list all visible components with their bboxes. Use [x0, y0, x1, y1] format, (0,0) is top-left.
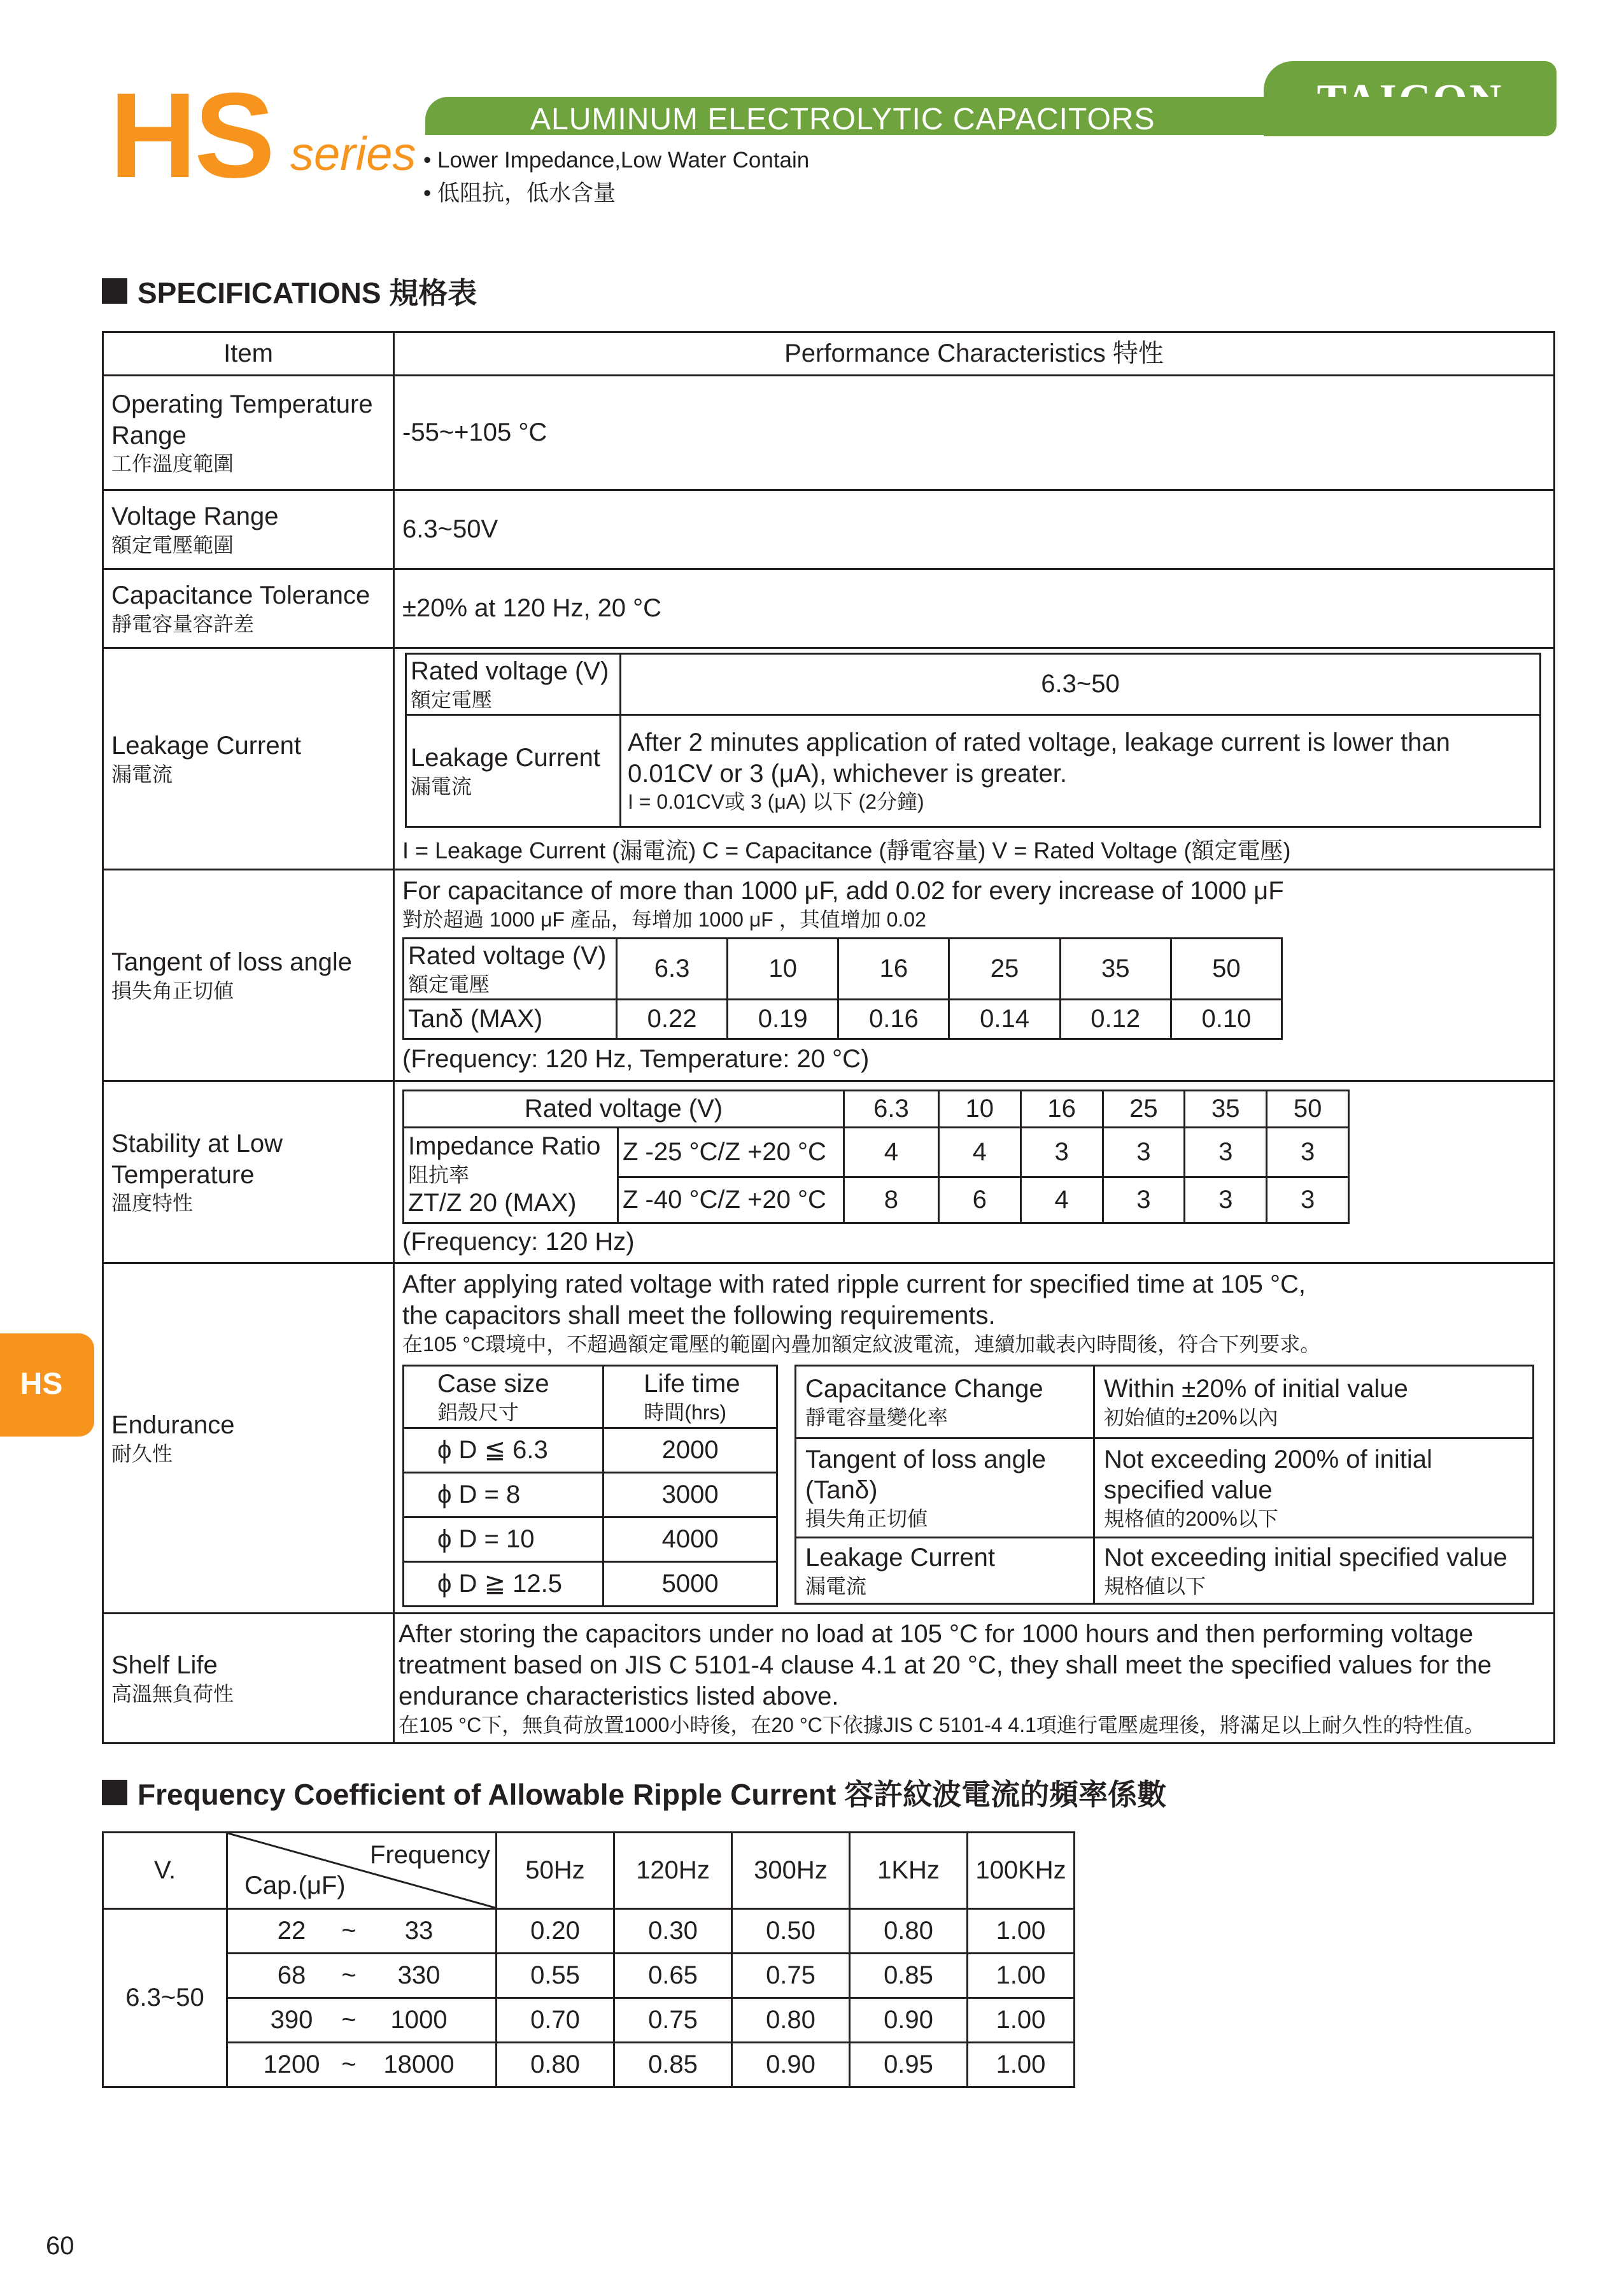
case-size-label: Case size [437, 1369, 549, 1398]
coef-value: 0.65 [614, 1954, 732, 1998]
stability-voltage: 16 [1020, 1090, 1103, 1127]
shelf-label: Shelf Life [111, 1651, 218, 1680]
stability-value: 3 [1103, 1177, 1185, 1223]
tangent-voltage: 16 [838, 939, 949, 1000]
case-size: ϕ D = 10 [404, 1517, 604, 1561]
series-side-tab [0, 1333, 94, 1437]
page-number: 60 [46, 2232, 74, 2260]
req-spec: Not exceeding initial specified value [1104, 1543, 1507, 1572]
req-spec: Not exceeding 200% of initial specified value [1104, 1445, 1432, 1505]
tangent-intro-zh: 對於超過 1000 μF 產品，每增加 1000 μF ，其值增加 0.02 [402, 908, 926, 931]
endurance-req-table [794, 1365, 1534, 1605]
life-time: 3000 [604, 1472, 777, 1517]
req-item: Capacitance Change [805, 1374, 1043, 1403]
stability-label-zh: 溫度特性 [111, 1191, 194, 1215]
freq-label: Frequency [370, 1841, 490, 1869]
freq-v-header: V. [103, 1833, 227, 1909]
tan-value: 0.19 [728, 1000, 838, 1039]
cap-range: 1200 ~ 18000 [227, 2043, 497, 2087]
op-temp-label: Operating Temperature Range [111, 390, 373, 450]
cap-range: 22 ~ 33 [227, 1909, 497, 1954]
row-shelf-life [103, 1614, 1555, 1743]
series-word: series [290, 127, 416, 180]
stability-value: 3 [1020, 1127, 1103, 1177]
stability-freq-note: (Frequency: 120 Hz) [402, 1227, 635, 1256]
freq-header: 50Hz [497, 1833, 614, 1909]
zt-label: ZT/Z 20 (MAX) [408, 1189, 577, 1218]
freq-header: 300Hz [732, 1833, 850, 1909]
life-time: 4000 [604, 1517, 777, 1561]
tan-value: 0.22 [617, 1000, 728, 1039]
tangent-subtable [402, 937, 1283, 1040]
case-size-label-zh: 鋁殼尺寸 [437, 1400, 519, 1424]
endurance-intro-zh: 在105 °C環境中，不超過額定電壓的範圍內疊加額定紋波電流，連續加載表內時間後，符合下列要求。 [402, 1332, 1321, 1356]
imp-ratio-label-zh: 阻抗率 [408, 1163, 470, 1187]
coef-value: 0.80 [732, 1998, 850, 2043]
stability-value: 4 [1020, 1177, 1103, 1223]
voltage-value: 6.3~50V [394, 490, 1555, 569]
tangent-rv-label-zh: 額定電壓 [408, 972, 490, 996]
tangent-label: Tangent of loss angle [111, 948, 353, 977]
coef-value: 0.90 [850, 1998, 968, 2043]
shelf-text: After storing the capacitors under no load at 105 °C for 1000 hours and then performing voltage treatment based on JIS C 5101-4 clause 4.1 at 20 °C, they shall meet the specified values for the endurance characteristics listed above. [399, 1620, 1492, 1710]
tangent-label-zh: 損失角正切値 [111, 979, 234, 1002]
tangent-voltage: 25 [949, 939, 1060, 1000]
coef-value: 0.85 [850, 1954, 968, 1998]
stability-value: 4 [938, 1127, 1020, 1177]
tangent-intro: For capacitance of more than 1000 μF, add 0.02 for every increase of 1000 μF [402, 877, 1284, 905]
leakage-lc-text-zh: I = 0.01CV或 3 (μA) 以下 (2分鐘) [628, 790, 924, 814]
tan-max-label: Tanδ (MAX) [404, 1000, 617, 1039]
req-spec-zh: 規格値以下 [1104, 1574, 1206, 1598]
req-item-zh: 靜電容量變化率 [805, 1405, 949, 1429]
stability-voltage: 10 [938, 1090, 1020, 1127]
tan-value: 0.16 [838, 1000, 949, 1039]
stability-cond: Z -40 °C/Z +20 °C [618, 1177, 844, 1223]
req-item-zh: 損失角正切値 [805, 1507, 928, 1531]
tangent-freq-note: (Frequency: 120 Hz, Temperature: 20 °C) [402, 1045, 870, 1073]
coef-value: 1.00 [968, 1998, 1075, 2043]
freq-header: 1KHz [850, 1833, 968, 1909]
stability-value: 3 [1185, 1127, 1267, 1177]
stability-label: Stability at Low Temperature [111, 1129, 283, 1189]
leakage-subtable [405, 653, 1541, 828]
coef-value: 0.80 [850, 1909, 968, 1954]
stability-voltage: 6.3 [844, 1090, 939, 1127]
specifications-table [102, 331, 1555, 1744]
life-time: 2000 [604, 1428, 777, 1472]
life-time: 5000 [604, 1561, 777, 1606]
req-spec: Within ±20% of initial value [1104, 1374, 1408, 1403]
case-size: ϕ D ≦ 6.3 [404, 1428, 604, 1472]
tangent-voltage: 10 [728, 939, 838, 1000]
cap-tol-label: Capacitance Tolerance [111, 581, 371, 610]
req-item: Tangent of loss angle (Tanδ) [805, 1445, 1047, 1505]
tangent-voltage: 6.3 [617, 939, 728, 1000]
req-item: Leakage Current [805, 1543, 995, 1572]
tangent-voltage: 35 [1060, 939, 1171, 1000]
leakage-rv-value: 6.3~50 [621, 654, 1541, 715]
stability-voltage: 50 [1267, 1090, 1349, 1127]
category-banner [425, 97, 1523, 135]
coef-value: 0.75 [732, 1954, 850, 1998]
row-operating-temperature [103, 376, 1555, 490]
feature-line-en: • Lower Impedance,Low Water Contain [423, 148, 810, 173]
coef-value: 0.95 [850, 2043, 968, 2087]
tan-value: 0.14 [949, 1000, 1060, 1039]
tangent-voltage: 50 [1171, 939, 1282, 1000]
voltage-label: Voltage Range [111, 502, 279, 531]
stability-voltage: 35 [1185, 1090, 1267, 1127]
square-bullet-icon [102, 1780, 127, 1805]
leakage-lc-text: After 2 minutes application of rated voltage, leakage current is lower than 0.01CV or 3 (μA), whichever is greater. [628, 728, 1450, 788]
stability-value: 3 [1267, 1127, 1349, 1177]
endurance-intro-2: the capacitors shall meet the following requirements. [402, 1302, 996, 1330]
stability-value: 3 [1103, 1127, 1185, 1177]
stability-value: 6 [938, 1177, 1020, 1223]
endurance-label: Endurance [111, 1411, 235, 1440]
case-size: ϕ D = 8 [404, 1472, 604, 1517]
coef-value: 0.70 [497, 1998, 614, 2043]
cap-tol-label-zh: 靜電容量容許差 [111, 612, 255, 635]
coef-value: 0.75 [614, 1998, 732, 2043]
coef-value: 0.55 [497, 1954, 614, 1998]
row-capacitance-tolerance [103, 569, 1555, 648]
leakage-lc-label: Leakage Current [411, 744, 600, 772]
life-time-label: Life time [644, 1369, 740, 1398]
leakage-rv-label: Rated voltage (V) [411, 657, 609, 686]
op-temp-value: -55~+105 °C [394, 376, 1555, 490]
coef-value: 1.00 [968, 1954, 1075, 1998]
feature-line-zh: • 低阻抗，低水含量 [423, 181, 616, 206]
row-voltage-range [103, 490, 1555, 569]
freq-voltage: 6.3~50 [103, 1909, 227, 2087]
spec-header-row [103, 332, 1555, 376]
stability-cond: Z -25 °C/Z +20 °C [618, 1127, 844, 1177]
tan-value: 0.10 [1171, 1000, 1282, 1039]
coef-value: 0.30 [614, 1909, 732, 1954]
leakage-note: I = Leakage Current (漏電流) C = Capacitance (靜電容量) V = Rated Voltage (額定電壓) [402, 837, 1291, 864]
specs-heading: SPECIFICATIONS 規格表 [102, 270, 477, 312]
row-stability [103, 1081, 1555, 1263]
voltage-label-zh: 額定電壓範圍 [111, 533, 234, 557]
coef-value: 1.00 [968, 1909, 1075, 1954]
freq-header: 100KHz [968, 1833, 1075, 1909]
freq-heading: Frequency Coefficient of Allowable Ripple Current 容許紋波電流的頻率係數 [102, 1771, 1166, 1814]
endurance-label-zh: 耐久性 [111, 1442, 173, 1465]
case-size: ϕ D ≧ 12.5 [404, 1561, 604, 1606]
imp-ratio-label: Impedance Ratio [408, 1132, 601, 1161]
req-item-zh: 漏電流 [805, 1574, 867, 1598]
coef-value: 0.20 [497, 1909, 614, 1954]
life-time-label-zh: 時間(hrs) [644, 1400, 727, 1424]
cap-tol-value: ±20% at 120 Hz, 20 °C [394, 569, 1555, 648]
row-leakage-current [103, 648, 1555, 870]
coef-value: 0.50 [732, 1909, 850, 1954]
stability-voltage: 25 [1103, 1090, 1185, 1127]
leakage-label: Leakage Current [111, 732, 301, 760]
freq-header: 120Hz [614, 1833, 732, 1909]
leakage-lc-label-zh: 漏電流 [411, 774, 472, 798]
col-item-header: Item [103, 332, 394, 376]
stability-subtable [402, 1090, 1350, 1224]
stability-value: 8 [844, 1177, 939, 1223]
tan-value: 0.12 [1060, 1000, 1171, 1039]
series-code: HS [109, 68, 272, 203]
col-perf-header: Performance Characteristics 特性 [394, 332, 1555, 376]
endurance-life-table [402, 1365, 778, 1607]
category-title: ALUMINUM ELECTROLYTIC CAPACITORS [530, 103, 1155, 136]
stability-value: 3 [1185, 1177, 1267, 1223]
row-tangent [103, 870, 1555, 1081]
tangent-rv-label: Rated voltage (V) [408, 942, 607, 970]
row-endurance [103, 1263, 1555, 1614]
cap-range: 68 ~ 330 [227, 1954, 497, 1998]
cap-label: Cap.(μF) [244, 1871, 346, 1900]
coef-value: 0.85 [614, 2043, 732, 2087]
side-tab-label: HS [20, 1367, 63, 1401]
frequency-coefficient-table [102, 1831, 1075, 2088]
coef-value: 0.80 [497, 2043, 614, 2087]
stability-rv-label: Rated voltage (V) [404, 1090, 844, 1127]
leakage-label-zh: 漏電流 [111, 762, 173, 786]
leakage-rv-label-zh: 額定電壓 [411, 688, 493, 711]
shelf-text-zh: 在105 °C下，無負荷放置1000小時後，在20 °C下依據JIS C 5101-4 4.1項進行電壓處理後，將滿足以上耐久性的特性值。 [399, 1713, 1485, 1736]
endurance-intro-1: After applying rated voltage with rated ripple current for specified time at 105 °C, [402, 1270, 1306, 1299]
shelf-label-zh: 高溫無負荷性 [111, 1682, 234, 1705]
freq-diagonal-header [227, 1833, 497, 1909]
stability-value: 4 [844, 1127, 939, 1177]
op-temp-label-zh: 工作溫度範圍 [111, 452, 234, 476]
stability-value: 3 [1267, 1177, 1349, 1223]
coef-value: 0.90 [732, 2043, 850, 2087]
coef-value: 1.00 [968, 2043, 1075, 2087]
square-bullet-icon [102, 278, 127, 304]
req-spec-zh: 規格値的200%以下 [1104, 1507, 1278, 1531]
req-spec-zh: 初始値的±20%以內 [1104, 1405, 1278, 1429]
cap-range: 390 ~ 1000 [227, 1998, 497, 2043]
